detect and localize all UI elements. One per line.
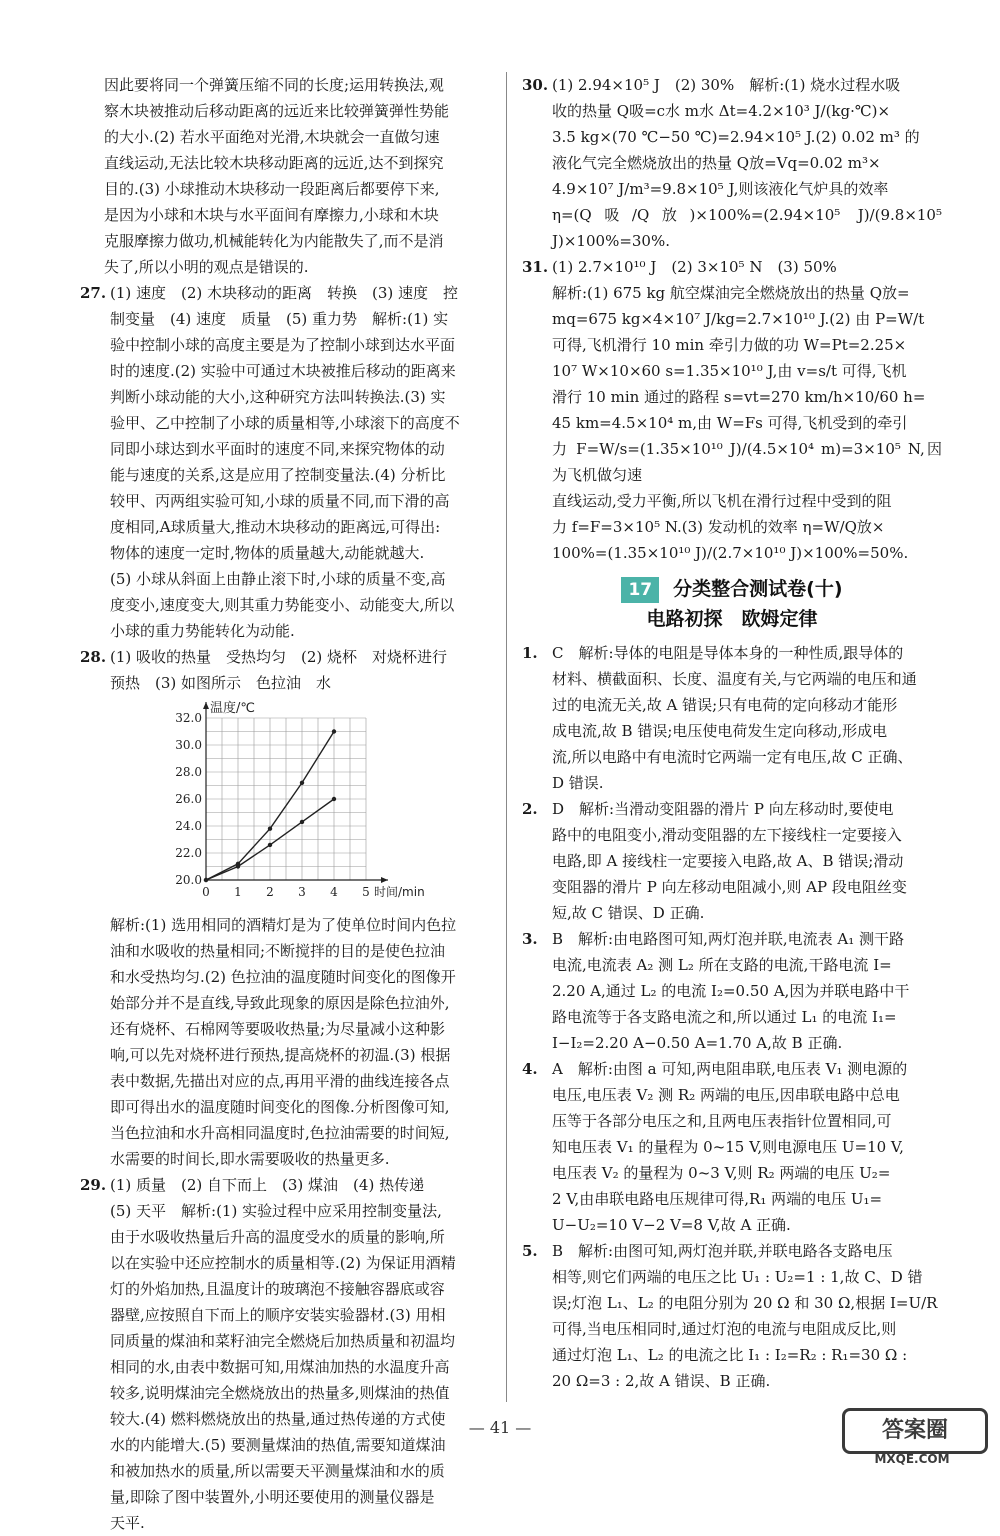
text-line: mq=675 kg×4×10⁷ J/kg=2.7×10¹⁰ J.(2) 由 P=W/t <box>552 310 925 328</box>
text-line: 4.9×10⁷ J/m³=9.8×10⁵ J,则该液化气炉具的效率 <box>552 180 889 198</box>
answer-27 <box>80 280 490 644</box>
answer-number: 28. <box>80 648 107 666</box>
answer-number: 4. <box>522 1060 538 1078</box>
text-line: D 解析:当滑动变阻器的滑片 P 向左移动时,要使电 <box>552 800 894 818</box>
data-point <box>300 781 304 785</box>
text-line: 滑行 10 min 通过的路程 s=vt=270 km/h×10/60 h= <box>552 388 926 406</box>
answer-number: 29. <box>80 1176 107 1194</box>
answer-number: 27. <box>80 284 107 302</box>
answer-5 <box>522 1238 942 1394</box>
text-line: D 错误. <box>552 774 604 792</box>
text-line: 判断小球动能的大小,这种研究方法叫转换法.(3) 实 <box>110 388 446 406</box>
data-point <box>236 864 240 868</box>
text-line: 度变小,速度变大,则其重力势能变小、动能变大,所以 <box>110 596 455 614</box>
data-point <box>300 820 304 824</box>
q26-continuation <box>80 72 490 280</box>
text-line: 物体的速度一定时,物体的质量越大,动能就越大. <box>110 544 425 562</box>
text-line: (5) 天平 解析:(1) 实验过程中应采用控制变量法, <box>110 1202 442 1220</box>
text-line: C 解析:导体的电阻是导体本身的一种性质,跟导体的 <box>552 644 904 662</box>
answer-number: 31. <box>522 258 549 276</box>
answer-number: 1. <box>522 644 538 662</box>
text-line: 直线运动,无法比较木块移动距离的远近,达不到探究 <box>104 154 444 172</box>
text-line: 察木块被推动后移动距离的远近来比较弹簧弹性势能 <box>104 102 450 120</box>
y-tick-label: 32.0 <box>175 711 202 725</box>
text-line: 直线运动,受力平衡,所以飞机在滑行过程中受到的阻 <box>552 492 892 510</box>
text-line: 收的热量 Q吸=c水 m水 Δt=4.2×10³ J/(kg·℃)× <box>552 102 891 120</box>
text-line: 流,所以电路中有电流时它两端一定有电压,故 C 正确、 <box>552 748 913 766</box>
text-line: 度相同,A球质量大,推动木块移动的距离远,可得出: <box>110 518 441 536</box>
text-line: B 解析:由电路图可知,两灯泡并联,电流表 A₁ 测干路 <box>552 930 904 948</box>
text-line: 解析:(1) 选用相同的酒精灯是为了使单位时间内色拉 <box>110 916 457 934</box>
x-tick-label: 4 <box>330 885 338 899</box>
text-line: 通过灯泡 L₁、L₂ 的电流之比 I₁ : I₂=R₂ : R₁=30 Ω : <box>552 1346 908 1364</box>
text-line: 小球的重力势能转化为动能. <box>110 622 295 640</box>
text-line: 灯的外焰加热,且温度计的玻璃泡不接触容器底或容 <box>110 1280 445 1298</box>
text-line: 水需要的时间长,即水需要吸收的热量更多. <box>110 1150 390 1168</box>
text-line: 油和水吸收的热量相同;不断搅拌的目的是使色拉油 <box>110 942 446 960</box>
answer-number: 2. <box>522 800 538 818</box>
text-line: (1) 质量 (2) 自下而上 (3) 煤油 (4) 热传递 <box>110 1176 425 1194</box>
text-line: 因此要将同一个弹簧压缩不同的长度;运用转换法,观 <box>104 76 444 94</box>
text-line: 短,故 C 错误、D 正确. <box>552 904 705 922</box>
text-line: 材料、横截面积、长度、温度有关,与它两端的电压和通 <box>552 670 917 688</box>
answer-30 <box>522 72 942 254</box>
text-line: 2.20 A,通过 L₂ 的电流 I₂=0.50 A,因为并联电路中干 <box>552 982 910 1000</box>
section-heading <box>522 574 942 634</box>
text-line: 表中数据,先描出对应的点,再用平滑的曲线连接各点 <box>110 1072 450 1090</box>
text-line: 解析:(1) 675 kg 航空煤油完全燃烧放出的热量 Q放= <box>552 284 910 302</box>
text-line: 知电压表 V₁ 的量程为 0~15 V,则电源电压 U=10 V, <box>552 1138 904 1156</box>
text-line: 时的速度.(2) 实验中可通过木块被推后移动的距离来 <box>110 362 456 380</box>
text-line: 较甲、丙两组实验可知,小球的质量不同,而下滑的高 <box>110 492 450 510</box>
text-line: 验中控制小球的高度主要是为了控制小球到达水平面 <box>110 336 456 354</box>
text-line: 路中的电阻变小,滑动变阻器的左下接线柱一定要接入 <box>552 826 902 844</box>
text-line: 同即小球达到水平面时的速度不同,来探究物体的动 <box>110 440 445 458</box>
text-line: 电流,电流表 A₂ 测 L₂ 所在支路的电流,干路电流 I= <box>552 956 892 974</box>
text-line: 由于水吸收热量后升高的温度受水的质量的影响,所 <box>110 1228 445 1246</box>
text-line: 可得,飞机滑行 10 min 牵引力做的功 W=Pt=2.25× <box>552 336 907 354</box>
text-line: (1) 速度 (2) 木块移动的距离 转换 (3) 速度 控 <box>110 284 459 302</box>
text-line: (1) 吸收的热量 受热均匀 (2) 烧杯 对烧杯进行 <box>110 648 448 666</box>
text-line: U−U₂=10 V−2 V=8 V,故 A 正确. <box>552 1216 791 1234</box>
x-tick-label: 5 <box>362 885 370 899</box>
watermark-logo <box>842 1408 982 1464</box>
answer-29 <box>80 1172 490 1536</box>
watermark-logo-text: 答案圈 <box>842 1408 988 1454</box>
text-line: 较大.(4) 燃料燃烧放出的热量,通过热传递的方式使 <box>110 1410 446 1428</box>
text-line: 2 V,由串联电路电压规律可得,R₁ 两端的电压 U₁= <box>552 1190 883 1208</box>
text-line: (1) 2.7×10¹⁰ J (2) 3×10⁵ N (3) 50% <box>552 258 837 276</box>
text-line: 和被加热水的质量,所以需要天平测量煤油和水的质 <box>110 1462 445 1480</box>
section-title-line <box>522 574 942 604</box>
y-tick-label: 20.0 <box>175 873 202 887</box>
text-line: 目的.(3) 小球推动木块移动一段距离后都要停下来, <box>104 180 440 198</box>
answer-28 <box>80 644 490 1172</box>
text-line: 能与速度的关系,这是应用了控制变量法.(4) 分析比 <box>110 466 446 484</box>
data-point <box>268 843 272 847</box>
x-tick-label: 1 <box>234 885 242 899</box>
section-subtitle: 电路初探 欧姆定律 <box>646 608 818 630</box>
text-line: 以在实验中还应控制水的质量相等.(2) 为保证用酒精 <box>110 1254 456 1272</box>
text-line: 压等于各部分电压之和,且两电压表指针位置相同,可 <box>552 1112 892 1130</box>
text-line: 器壁,应按照自下而上的顺序安装实验器材.(3) 用相 <box>110 1306 446 1324</box>
text-line: 同质量的煤油和菜籽油完全燃烧后加热质量和初温均 <box>110 1332 456 1350</box>
text-line: 相同的水,由表中数据可知,用煤油加热的水温度升高 <box>110 1358 450 1376</box>
x-tick-label: 3 <box>298 885 306 899</box>
answer-2 <box>522 796 942 926</box>
text-line: 力 f=F=3×10⁵ N.(3) 发动机的效率 η=W/Q放× <box>552 518 885 536</box>
y-axis-arrow <box>203 702 209 709</box>
text-line: 力 F=W/s=(1.35×10¹⁰ J)/(4.5×10⁴ m)=3×10⁵ N,因为飞机做匀速 <box>552 440 942 484</box>
data-point <box>204 878 208 882</box>
text-line: 验甲、乙中控制了小球的质量相等,小球滚下的高度不 <box>110 414 460 432</box>
answer-number: 30. <box>522 76 549 94</box>
x-tick-label: 0 <box>202 885 210 899</box>
y-tick-label: 24.0 <box>175 819 202 833</box>
text-line: 较多,说明煤油完全燃烧放出的热量多,则煤油的热值 <box>110 1384 450 1402</box>
section-title: 分类整合测试卷(十) <box>673 578 843 600</box>
right-column <box>522 72 942 1394</box>
text-line: 电路,即 A 接线柱一定要接入电路,故 A、B 错误;滑动 <box>552 852 904 870</box>
text-line: B 解析:由图可知,两灯泡并联,并联电路各支路电压 <box>552 1242 893 1260</box>
text-line: 的大小.(2) 若水平面绝对光滑,木块就会一直做匀速 <box>104 128 440 146</box>
answer-number: 3. <box>522 930 538 948</box>
data-point <box>332 797 336 801</box>
text-line: 失了,所以小明的观点是错误的. <box>104 258 309 276</box>
text-line: 即可得出水的温度随时间变化的图像.分析图像可知, <box>110 1098 450 1116</box>
text-line: 电压表 V₂ 的量程为 0~3 V,则 R₂ 两端的电压 U₂= <box>552 1164 891 1182</box>
text-line: I−I₂=2.20 A−0.50 A=1.70 A,故 B 正确. <box>552 1034 843 1052</box>
text-line: 和水受热均匀.(2) 色拉油的温度随时间变化的图像开 <box>110 968 456 986</box>
text-line: 过的电流无关,故 A 错误;只有电荷的定向移动才能形 <box>552 696 898 714</box>
watermark-url: MXQE.COM <box>874 1452 950 1466</box>
text-line: 100%=(1.35×10¹⁰ J)/(2.7×10¹⁰ J)×100%=50%. <box>552 544 909 562</box>
text-line: 相等,则它们两端的电压之比 U₁ : U₂=1 : 1,故 C、D 错 <box>552 1268 923 1286</box>
y-tick-label: 30.0 <box>175 738 202 752</box>
column-divider <box>506 72 507 1402</box>
text-line: 天平. <box>110 1514 145 1532</box>
text-line: 液化气完全燃烧放出的热量 Q放=Vq=0.02 m³× <box>552 154 881 172</box>
text-line: 还有烧杯、石棉网等要吸收热量;为尽量减小这种影 <box>110 1020 446 1038</box>
y-tick-label: 26.0 <box>175 792 202 806</box>
x-axis-label: 时间/min <box>374 885 425 899</box>
y-axis-label: 温度/℃ <box>210 701 255 716</box>
text-line: 预热 (3) 如图所示 色拉油 水 <box>110 674 332 692</box>
x-tick-label: 2 <box>266 885 274 899</box>
text-line: 始部分并不是直线,导致此现象的原因是除色拉油外, <box>110 994 450 1012</box>
text-line: (5) 小球从斜面上由静止滚下时,小球的质量不变,高 <box>110 570 446 588</box>
answer-4 <box>522 1056 942 1238</box>
text-line: 误;灯泡 L₁、L₂ 的电阻分别为 20 Ω 和 30 Ω,根据 I=U/R <box>552 1294 938 1312</box>
text-line: 20 Ω=3 : 2,故 A 错误、B 正确. <box>552 1372 771 1390</box>
text-line: 制变量 (4) 速度 质量 (5) 重力势 解析:(1) 实 <box>110 310 449 328</box>
text-line: A 解析:由图 a 可知,两电阻串联,电压表 V₁ 测电源的 <box>552 1060 908 1078</box>
text-line: 量,即除了图中装置外,小明还要使用的测量仪器是 <box>110 1488 435 1506</box>
section-number-badge: 17 <box>621 577 659 603</box>
text-line: 10⁷ W×10×60 s=1.35×10¹⁰ J,由 v=s/t 可得,飞机 <box>552 362 907 380</box>
text-line: 当色拉油和水升高相同温度时,色拉油需要的时间短, <box>110 1124 450 1142</box>
text-line: 克服摩擦力做功,机械能转化为内能散失了,而不是消 <box>104 232 444 250</box>
text-line: 电压,电压表 V₂ 测 R₂ 两端的电压,因串联电路中总电 <box>552 1086 900 1104</box>
page-number: — 41 — <box>468 1418 532 1437</box>
text-line: (1) 2.94×10⁵ J (2) 30% 解析:(1) 烧水过程水吸 <box>552 76 901 94</box>
left-column <box>80 72 490 1536</box>
text-line: 可得,当电压相同时,通过灯泡的电流与电阻成反比,则 <box>552 1320 897 1338</box>
text-line: 成电流,故 B 错误;电压使电荷发生定向移动,形成电 <box>552 722 888 740</box>
answer-1 <box>522 640 942 796</box>
x-axis-arrow <box>381 877 388 883</box>
y-tick-label: 22.0 <box>175 846 202 860</box>
y-tick-label: 28.0 <box>175 765 202 779</box>
text-line: 变阻器的滑片 P 向左移动电阻减小,则 AP 段电阻丝变 <box>552 878 907 896</box>
data-point <box>332 729 336 733</box>
text-line: 响,可以先对烧杯进行预热,提高烧杯的初温.(3) 根据 <box>110 1046 451 1064</box>
text-line: 3.5 kg×(70 ℃−50 ℃)=2.94×10⁵ J.(2) 0.02 m³ 的 <box>552 128 920 146</box>
text-line: η=(Q吸/Q放)×100%=(2.94×10⁵ J)/(9.8×10⁵ J)×100%=30%. <box>552 206 942 250</box>
temperature-time-chart <box>166 698 466 908</box>
text-line: 是因为小球和木块与水平面间有摩擦力,小球和木块 <box>104 206 439 224</box>
data-point <box>268 827 272 831</box>
answer-3 <box>522 926 942 1056</box>
answer-number: 5. <box>522 1242 538 1260</box>
text-line: 水的内能增大.(5) 要测量煤油的热值,需要知道煤油 <box>110 1436 446 1454</box>
text-line: 45 km=4.5×10⁴ m,由 W=Fs 可得,飞机受到的牵引 <box>552 414 908 432</box>
answer-31 <box>522 254 942 566</box>
text-line: 路电流等于各支路电流之和,所以通过 L₁ 的电流 I₁= <box>552 1008 897 1026</box>
